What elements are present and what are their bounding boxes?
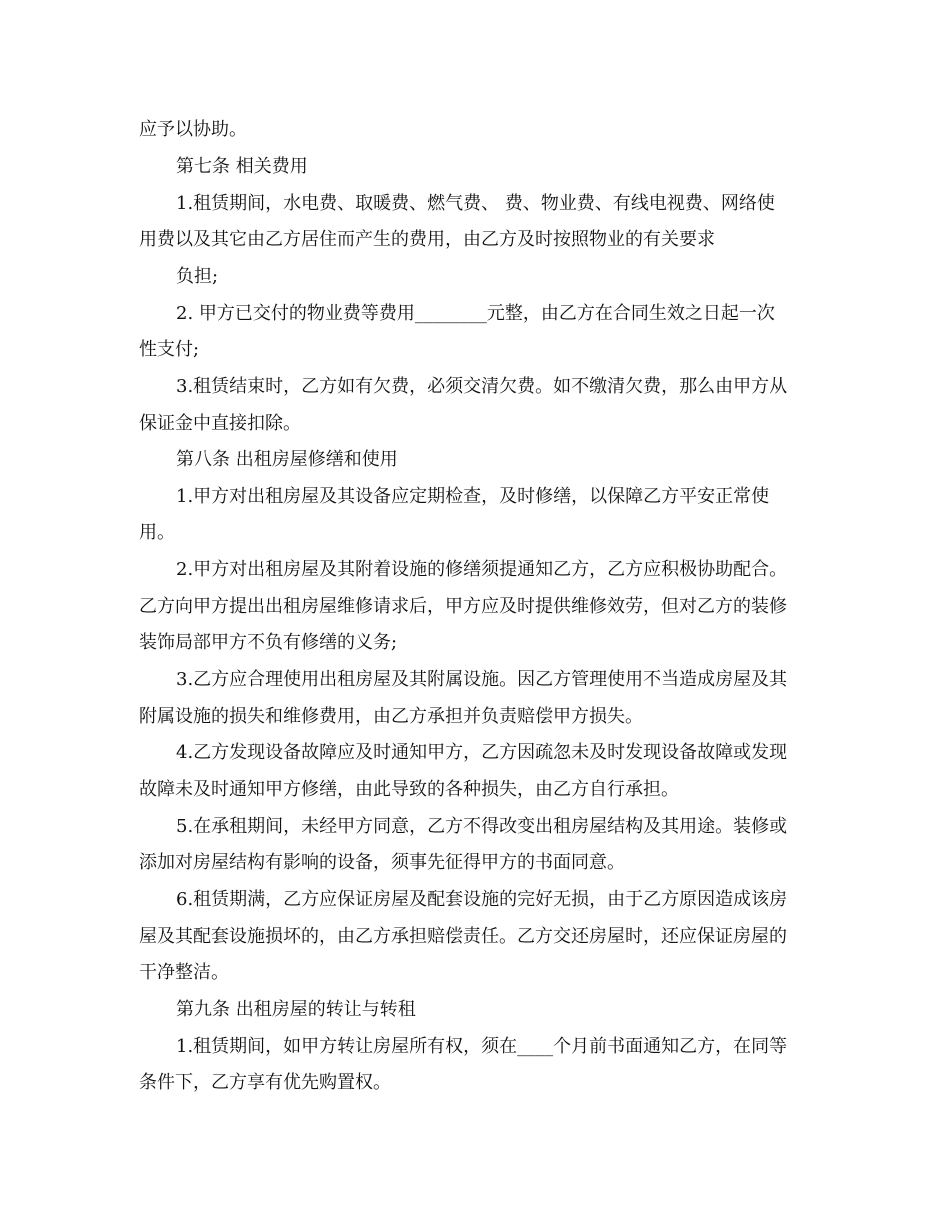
text-line: 3.乙方应合理使用出租房屋及其附属设施。因乙方管理使用不当造成房屋及其 bbox=[176, 669, 788, 690]
text-line: 用。 bbox=[139, 522, 175, 543]
text-line: 2.甲方对出租房屋及其附着设施的修缮须提通知乙方，乙方应积极协助配合。 bbox=[176, 559, 788, 580]
text-line: 1.租赁期间，水电费、取暖费、燃气费、 费、物业费、有线电视费、网络使 bbox=[176, 193, 775, 214]
text-line: 4.乙方发现设备故障应及时通知甲方，乙方因疏忽未及时发现设备故障或发现 bbox=[176, 742, 788, 763]
text-line: 性支付; bbox=[139, 339, 200, 360]
text-line: 保证金中直接扣除。 bbox=[139, 413, 301, 434]
text-line: 用费以及其它由乙方居住而产生的费用，由乙方及时按照物业的有关要求 bbox=[139, 229, 715, 250]
text-line: 6.租赁期满，乙方应保证房屋及配套设施的完好无损，由于乙方原因造成该房 bbox=[176, 889, 788, 910]
text-line: 附属设施的损失和维修费用，由乙方承担并负责赔偿甲方损失。 bbox=[139, 706, 643, 727]
text-line: 屋及其配套设施损坏的，由乙方承担赔偿责任。乙方交还房屋时，还应保证房屋的 bbox=[139, 926, 787, 947]
text-line: 负担; bbox=[176, 266, 219, 287]
article-heading: 第七条 相关费用 bbox=[176, 156, 308, 177]
text-line: 1.甲方对出租房屋及其设备应定期检查，及时修缮，以保障乙方平安正常使 bbox=[176, 486, 770, 507]
text-line: 应予以协助。 bbox=[139, 119, 247, 140]
text-line: 条件下，乙方享有优先购置权。 bbox=[139, 1072, 391, 1093]
text-line: 故障未及时通知甲方修缮，由此导致的各种损失，由乙方自行承担。 bbox=[139, 779, 679, 800]
text-line: 5.在承租期间，未经甲方同意，乙方不得改变出租房屋结构及其用途。装修或 bbox=[176, 816, 788, 837]
text-line: 3.租赁结束时，乙方如有欠费，必须交清欠费。如不缴清欠费，那么由甲方从 bbox=[176, 376, 788, 397]
text-line: 2. 甲方已交付的物业费等费用________元整，由乙方在合同生效之日起一次 bbox=[176, 303, 775, 324]
article-heading: 第八条 出租房屋修缮和使用 bbox=[176, 449, 398, 470]
text-line: 添加对房屋结构有影响的设备，须事先征得甲方的书面同意。 bbox=[139, 852, 625, 873]
article-heading: 第九条 出租房屋的转让与转租 bbox=[176, 999, 416, 1020]
text-line: 干净整洁。 bbox=[139, 962, 229, 983]
text-line: 装饰局部甲方不负有修缮的义务; bbox=[139, 632, 398, 653]
text-line: 乙方向甲方提出出租房屋维修请求后，甲方应及时提供维修效劳，但对乙方的装修 bbox=[139, 596, 787, 617]
text-line: 1.租赁期间，如甲方转让房屋所有权，须在____个月前书面通知乙方，在同等 bbox=[176, 1036, 788, 1057]
